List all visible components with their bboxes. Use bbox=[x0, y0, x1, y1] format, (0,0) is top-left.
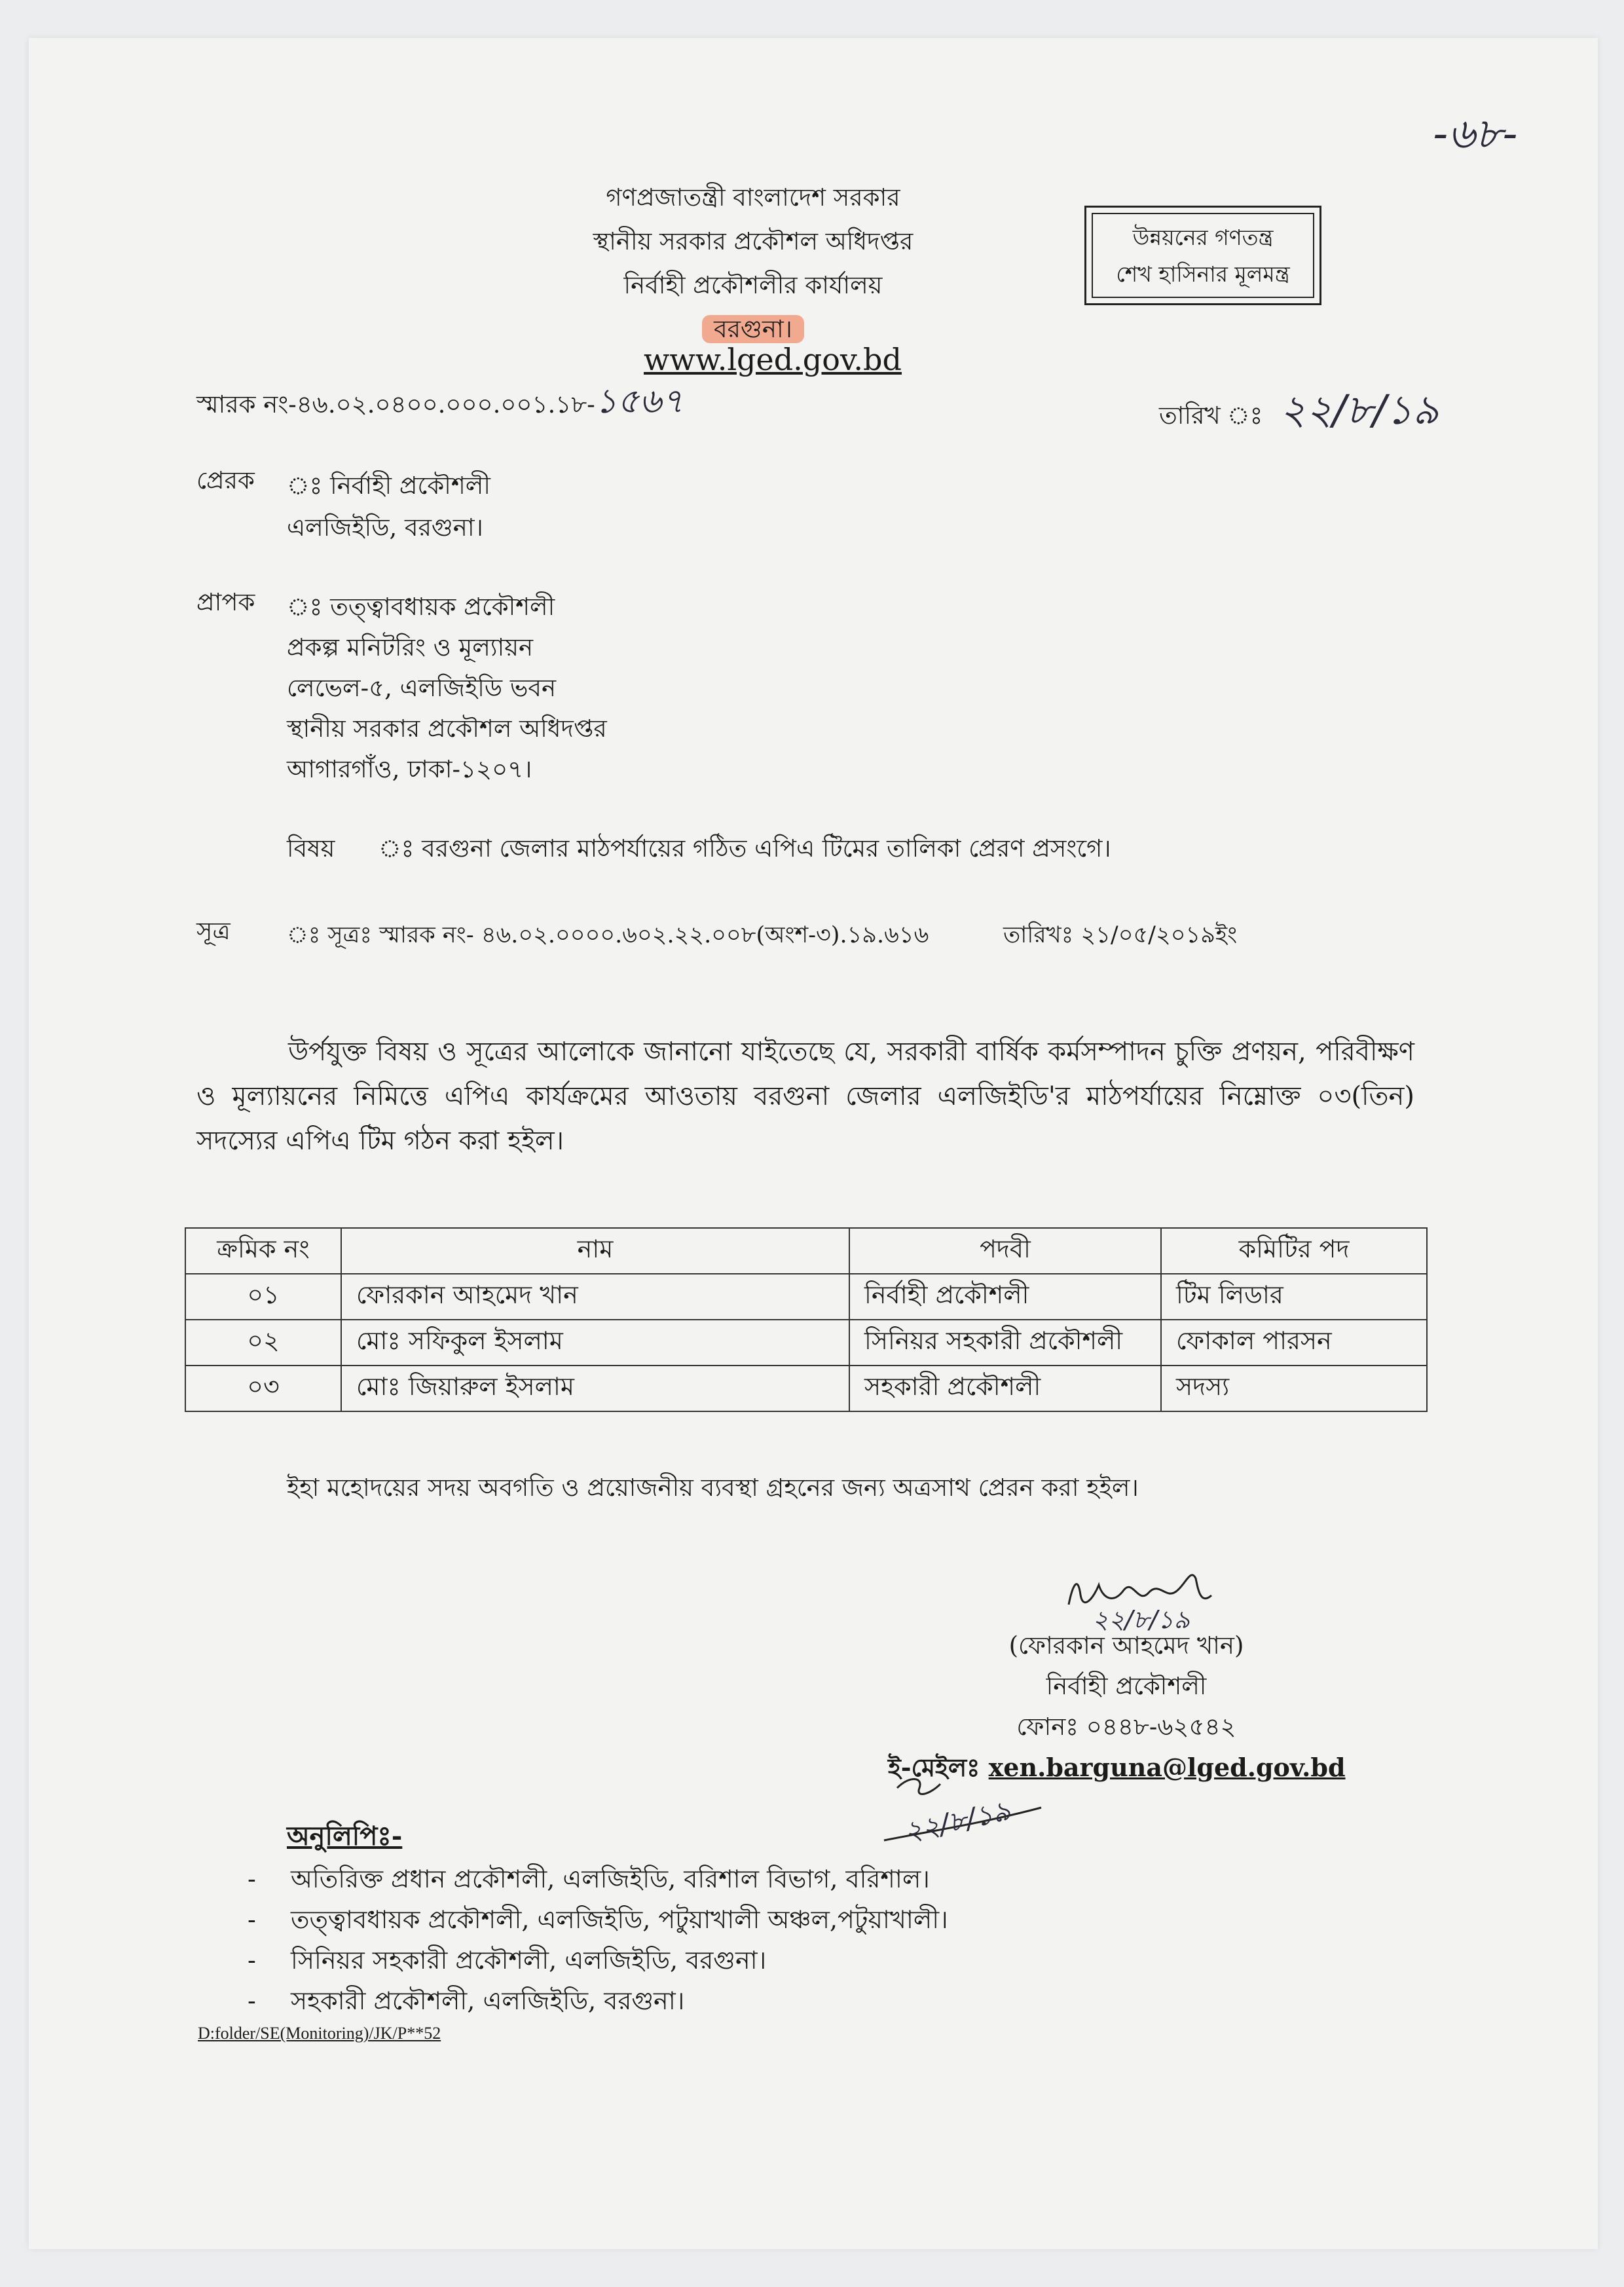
cell-committee-role: সদস্য bbox=[1161, 1366, 1427, 1411]
cell-name: মোঃ জিয়ারুল ইসলাম bbox=[341, 1366, 849, 1411]
cell-designation: সহকারী প্রকৌশলী bbox=[849, 1366, 1161, 1411]
cell-serial: ০২ bbox=[185, 1320, 341, 1366]
email-label: ই-মেইলঃ bbox=[888, 1753, 980, 1782]
memo-date bbox=[1159, 384, 1439, 437]
cell-designation: নির্বাহী প্রকৌশলী bbox=[849, 1274, 1161, 1320]
email-link[interactable]: xen.barguna@lged.gov.bd bbox=[988, 1753, 1346, 1782]
copy-item-text: অতিরিক্ত প্রধান প্রকৌশলী, এলজিইডি, বরিশাল বিভাগ, বরিশাল। bbox=[291, 1865, 930, 1893]
cell-committee-role: টিম লিডার bbox=[1161, 1274, 1427, 1320]
memo-date-label: তারিখ ঃ bbox=[1159, 401, 1263, 430]
office-header bbox=[524, 176, 982, 351]
signatory-phone: ফোনঃ ০৪৪৮-৬২৫৪২ bbox=[1016, 1713, 1236, 1741]
table-row bbox=[185, 1274, 1427, 1320]
reference-date: তারিখঃ ২১/০৫/২০১৯ইং bbox=[1003, 922, 1238, 948]
closing-sentence: ইহা মহোদয়ের সদয় অবগতি ও প্রয়োজনীয় ব্যবস্থা গ্রহনের জন্য অত্রসাথ প্রেরন করা হইল। bbox=[287, 1474, 1139, 1502]
recipient-line-5: আগারগাঁও, ঢাকা-১২০৭। bbox=[287, 755, 532, 783]
sender-label: প্রেরক bbox=[196, 466, 255, 494]
reference-text: ঃ সূত্রঃ স্মারক নং- ৪৬.০২.০০০০.৬০২.২২.০০৮(অংশ-৩).১৯.৬১৬ bbox=[287, 922, 929, 948]
table-row bbox=[185, 1320, 1427, 1366]
copy-item-text: সহকারী প্রকৌশলী, এলজিইডি, বরগুনা। bbox=[291, 1986, 685, 2015]
reference-label: সূত্র bbox=[196, 917, 231, 945]
signature-date-handwritten: ২২/৮/১৯ bbox=[1092, 1605, 1190, 1634]
copy-item: - অতিরিক্ত প্রধান প্রকৌশলী, এলজিইডি, বরিশাল বিভাগ, বরিশাল। bbox=[248, 1865, 930, 1893]
copy-item-text: তত্ত্বাবধায়ক প্রকৌশলী, এলজিইডি, পটুয়াখালী অঞ্চল,পটুয়াখালী। bbox=[291, 1905, 948, 1934]
body-paragraph: উর্পযুক্ত বিষয় ও সূত্রের আলোকে জানানো যাইতেছে যে, সরকারী বার্ষিক কর্মসম্পাদন চুক্তি প্রণয়ন, পরিবীক্ষণ ও মূল্যায়নের নিমিত্তে এপিএ কার্যক্রমের আওতায় বরগুনা জেলার এলজিইডি'র মাঠপর্যায়ের নিম্নোক্ত ০৩(তিন) সদস্যের এপিএ টিম গঠন করা হইল। bbox=[196, 1037, 1414, 1156]
column-header-serial: ক্রমিক নং bbox=[185, 1228, 341, 1274]
cell-serial: ০১ bbox=[185, 1274, 341, 1320]
cell-serial: ০৩ bbox=[185, 1366, 341, 1411]
signature-block bbox=[969, 1626, 1283, 1747]
header-line-3: নির্বাহী প্রকৌশলীর কার্যালয় bbox=[623, 271, 883, 299]
cell-committee-role: ফোকাল পারসন bbox=[1161, 1320, 1427, 1366]
recipient-line-2: প্রকল্প মনিটরিং ও মূল্যায়ন bbox=[287, 633, 534, 661]
cell-designation: সিনিয়র সহকারী প্রকৌশলী bbox=[849, 1320, 1161, 1366]
table-row bbox=[185, 1366, 1427, 1411]
slogan-box bbox=[1084, 206, 1321, 305]
recipient-line-1: ঃ তত্ত্বাবধায়ক প্রকৌশলী bbox=[287, 593, 555, 621]
sender-line-1: ঃ নির্বাহী প্রকৌশলী bbox=[287, 472, 490, 500]
team-table bbox=[185, 1227, 1428, 1412]
copy-item-text: সিনিয়র সহকারী প্রকৌশলী, এলজিইডি, বরগুনা। bbox=[291, 1946, 767, 1975]
page-mark: -৬৮- bbox=[1433, 110, 1518, 158]
signatory-title: নির্বাহী প্রকৌশলী bbox=[1046, 1672, 1207, 1700]
header-line-4: বরগুনা। bbox=[702, 315, 804, 343]
copy-title: অনুলিপিঃ- bbox=[287, 1821, 403, 1851]
signatory-name: (ফোরকান আহমেদ খান) bbox=[1008, 1631, 1244, 1660]
footer-file-path: D:folder/SE(Monitoring)/JK/P**52 bbox=[198, 2024, 441, 2043]
memo-date-handwritten: ২২/৮/১৯ bbox=[1280, 386, 1439, 434]
header-line-2: স্থানীয় সরকার প্রকৌশল অধিদপ্তর bbox=[593, 227, 913, 255]
copy-item: - সহকারী প্রকৌশলী, এলজিইডি, বরগুনা। bbox=[248, 1986, 685, 2015]
column-header-committee-role: কমিটির পদ bbox=[1161, 1228, 1427, 1274]
recipient-label: প্রাপক bbox=[196, 588, 255, 616]
memo-number-label: স্মারক নং-৪৬.০২.০৪০০.০০০.০০১.১৮- bbox=[196, 390, 595, 418]
initial-date-handwritten: ২২/৮/১৯ bbox=[901, 1794, 1014, 1848]
slogan-line-2: শেখ হাসিনার মূলমন্ত্র bbox=[1116, 261, 1290, 287]
slogan-line-1: উন্নয়নের গণতন্ত্র bbox=[1132, 225, 1274, 250]
recipient-line-4: স্থানীয় সরকার প্রকৌশল অধিদপ্তর bbox=[287, 715, 607, 743]
subject-text: ঃ বরগুনা জেলার মাঠপর্যায়ের গঠিত এপিএ টিমের তালিকা প্রেরণ প্রসংগে। bbox=[378, 834, 1111, 863]
copy-item: - সিনিয়র সহকারী প্রকৌশলী, এলজিইডি, বরগুনা। bbox=[248, 1946, 767, 1975]
website-link[interactable]: www.lged.gov.bd bbox=[644, 342, 902, 377]
column-header-designation: পদবী bbox=[849, 1228, 1161, 1274]
cell-name: ফোরকান আহমেদ খান bbox=[341, 1274, 849, 1320]
header-line-1: গণপ্রজাতন্ত্রী বাংলাদেশ সরকার bbox=[606, 183, 900, 212]
memo-number bbox=[196, 380, 684, 424]
sender-line-2: এলজিইডি, বরগুনা। bbox=[287, 513, 483, 542]
sender-block bbox=[287, 465, 490, 549]
recipient-block bbox=[287, 587, 607, 790]
recipient-line-3: লেভেল-৫, এলজিইডি ভবন bbox=[287, 674, 557, 702]
table-header-row bbox=[185, 1228, 1427, 1274]
copy-item: - তত্ত্বাবধায়ক প্রকৌশলী, এলজিইডি, পটুয়াখালী অঞ্চল,পটুয়াখালী। bbox=[248, 1905, 948, 1934]
column-header-name: নাম bbox=[341, 1228, 849, 1274]
cell-name: মোঃ সফিকুল ইসলাম bbox=[341, 1320, 849, 1366]
memo-number-handwritten: ১৫৬৭ bbox=[595, 382, 684, 421]
subject-label: বিষয় bbox=[287, 834, 335, 863]
